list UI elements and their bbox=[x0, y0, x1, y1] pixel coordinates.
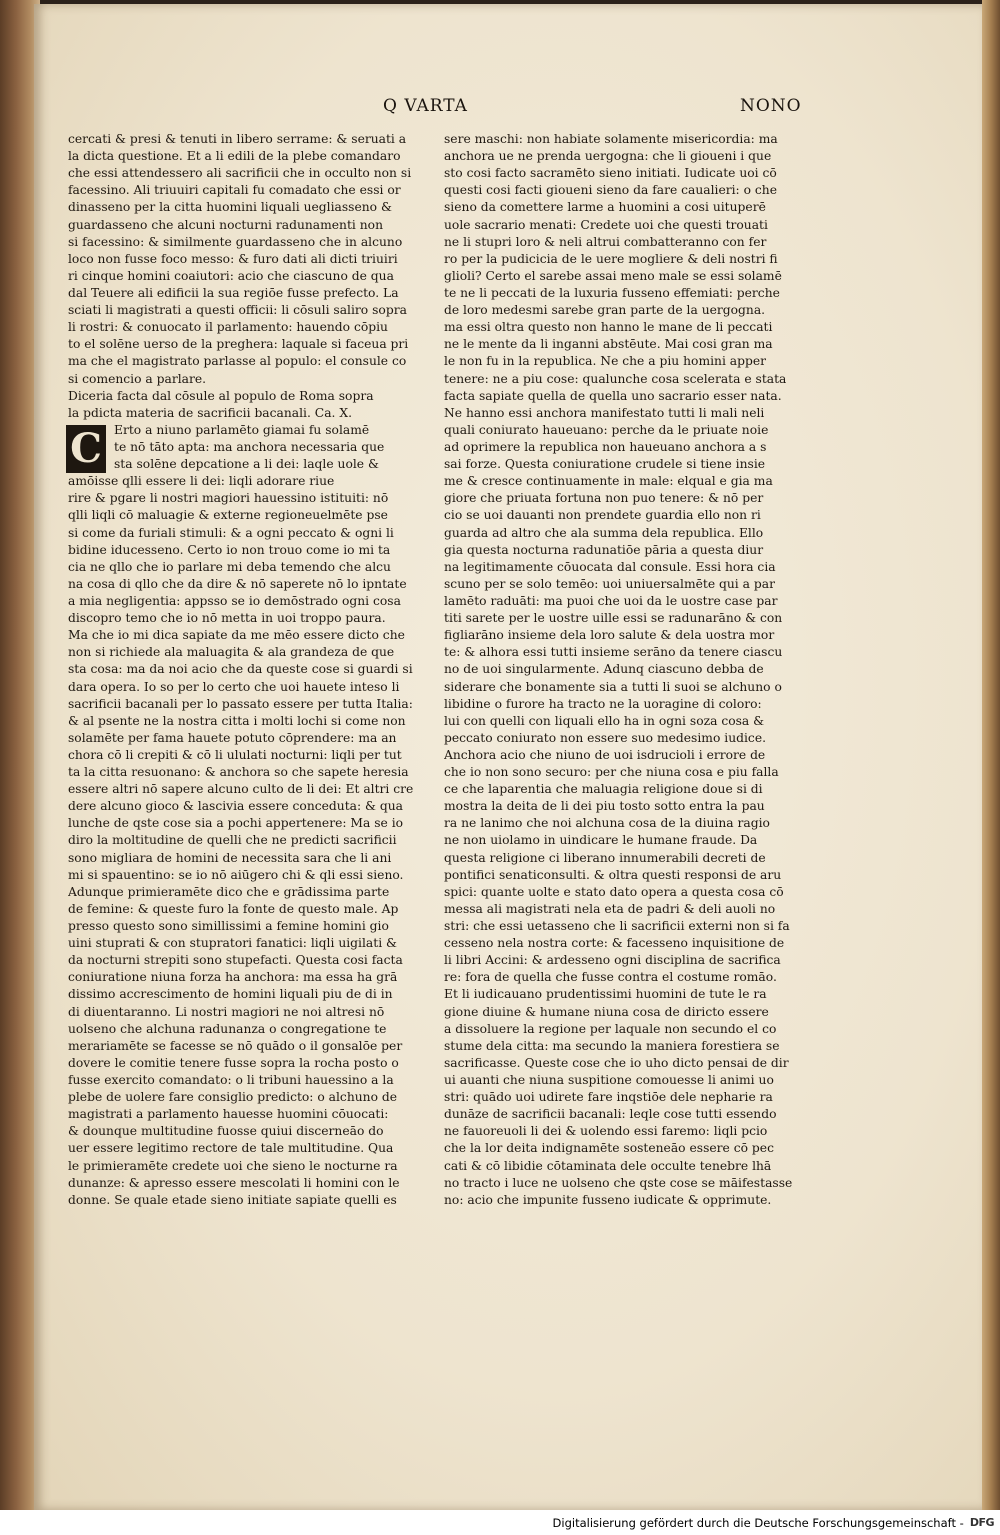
page-edge bbox=[982, 0, 1000, 1510]
text-line: ne fauoreuoli li dei & uolendo essi faremo: liqli pcio bbox=[444, 1124, 768, 1139]
text-line: cio se uoi dauanti non prendete guardia ello non ri bbox=[444, 508, 761, 523]
text-line: & al psente ne la nostra citta i molti lochi si come non bbox=[68, 713, 406, 728]
text-line: presso questo sono simillissimi a femine homini gio bbox=[68, 919, 389, 934]
text-line: de loro medesmi sarebe gran parte de la uergogna. bbox=[444, 303, 766, 318]
text-line: spici: quante uolte e stato dato opera a questa cosa cō bbox=[444, 884, 784, 899]
text-line: cati & cō libidie cōtaminata dele occulte tenebre lhā bbox=[444, 1158, 772, 1173]
text-line: cia ne qllo che io parlare mi deba temendo che alcu bbox=[68, 559, 391, 574]
text-line: stri: che essi uetasseno che li sacrificii externi non si fa bbox=[444, 919, 790, 934]
text-line: solamēte per fama hauete potuto cōprendere: ma an bbox=[68, 730, 397, 745]
text-line: sieno da comettere larme a huomini a cosi uituperē bbox=[444, 200, 766, 215]
text-line: si comencio a parlare. bbox=[68, 371, 207, 386]
text-line: libidine o furore ha tracto ne la uoragine di coloro: bbox=[444, 696, 762, 711]
text-line: essere altri nō sapere alcuno culto de li dei: Et altri cre bbox=[68, 782, 414, 797]
text-line: si facessino: & similmente guardasseno che in alcuno bbox=[68, 234, 403, 249]
text-line: Ma che io mi dica sapiate da me mēo essere dicto che bbox=[68, 628, 405, 643]
text-line: mi si spauentino: se io nō aiūgero chi & qli essi sieno. bbox=[68, 867, 404, 882]
text-line: Ne hanno essi anchora manifestato tutti li mali neli bbox=[444, 405, 765, 420]
text-line: siderare che bonamente sia a tutti li suoi se alchuno o bbox=[444, 679, 782, 694]
text-line: le non fu in la republica. Ne che a piu homini apper bbox=[444, 354, 767, 369]
text-line: plebe de uolere fare consiglio predicto: o alchuno de bbox=[68, 1090, 398, 1105]
text-line: Et li iudicauano prudentissimi huomini de tute le ra bbox=[444, 987, 767, 1002]
text-line: tenere: ne a piu cose: qualunche cosa scelerata e stata bbox=[444, 371, 787, 386]
text-line: donne. Se quale etade sieno initiate sapiate quelli es bbox=[68, 1192, 397, 1207]
text-line: Adunque primieramēte dico che e grādissima parte bbox=[68, 884, 390, 899]
text-line: anchora ue ne prenda uergogna: che li gioueni i que bbox=[444, 149, 772, 164]
text-line: guarda ad altro che ala summa dela republica. Ello bbox=[444, 525, 764, 540]
text-line: magistrati a parlamento hauesse huomini cōuocati: bbox=[68, 1107, 389, 1122]
text-line: dissimo accrescimento de homini liquali piu de di in bbox=[68, 987, 393, 1002]
text-line: titi sarete per le uostre uille essi se radunarāno & con bbox=[444, 611, 783, 626]
text-line: pontifici senaticonsulti. & oltra questi responsi de aru bbox=[444, 867, 782, 882]
text-line: uole sacrario menati: Credete uoi che questi trouati bbox=[444, 217, 768, 232]
text-line: ad oprimere la republica non haueuano anchora a s bbox=[444, 439, 767, 454]
text-line: ne non uiolamo in uindicare le humane fraude. Da bbox=[444, 833, 758, 848]
text-line: la dicta questione. Et a li edili de la plebe comandaro bbox=[68, 149, 401, 164]
dfg-logo: DFG bbox=[969, 1516, 994, 1529]
text-line: & dounque multitudine fuosse quiui discerneāo do bbox=[68, 1124, 384, 1139]
text-line: uolseno che alchuna radunanza o congregatione te bbox=[68, 1021, 387, 1036]
text-line: facessino. Ali triuuiri capitali fu comadato che essi or bbox=[68, 183, 401, 198]
text-line: questi cosi facti gioueni sieno da fare caualieri: o che bbox=[444, 183, 778, 198]
text-line: gione diuine & humane niuna cosa de diricto essere bbox=[444, 1004, 769, 1019]
text-line: sai forze. Questa coniuratione crudele si tiene insie bbox=[444, 457, 766, 472]
text-line: dovere le comitie tenere fusse sopra la rocha posto o bbox=[68, 1055, 399, 1070]
text-line: to el solēne uerso de la preghera: laquale si faceua pri bbox=[68, 337, 409, 352]
text-line: amōisse qlli essere li dei: liqli adorare riue bbox=[68, 474, 335, 489]
left-text-column bbox=[68, 131, 418, 1209]
text-line: no: acio che impunite fusseno iudicate & opprimute. bbox=[444, 1192, 772, 1207]
text-line: no tracto i luce ne uolseno che qste cose se māifestasse bbox=[444, 1175, 793, 1190]
text-line: la pdicta materia de sacrificii bacanali. Ca. X. bbox=[68, 405, 353, 420]
text-line: mostra la deita de li dei piu tosto sotto entra la pau bbox=[444, 799, 765, 814]
text-line: ma essi oltra questo non hanno le mane de li peccati bbox=[444, 320, 773, 335]
text-line: ne le mente da li inganni abstēute. Mai cosi gran ma bbox=[444, 337, 773, 352]
text-line: dara opera. Io so per lo certo che uoi hauete inteso li bbox=[68, 679, 400, 694]
text-line: ne li stupri loro & neli altrui combatteranno con fer bbox=[444, 234, 767, 249]
text-line: ri cinque homini coaiutori: acio che ciascuno de qua bbox=[68, 268, 394, 283]
text-line: uini stuprati & con stupratori fanatici: liqli uigilati & bbox=[68, 936, 397, 951]
text-line: de femine: & queste furo la fonte de questo male. Ap bbox=[68, 901, 399, 916]
text-line: cesseno nela nostra corte: & facesseno inquisitione de bbox=[444, 936, 785, 951]
footer-credit-text: Digitalisierung gefördert durch die Deutsche Forschungsgemeinschaft - bbox=[552, 1515, 964, 1530]
text-line: coniuratione niuna forza ha anchora: ma essa ha grā bbox=[68, 970, 398, 985]
text-line: lamēto raduāti: ma puoi che uoi da le uostre case par bbox=[444, 593, 778, 608]
text-line: ce che laparentia che maluagia religione doue si di bbox=[444, 782, 763, 797]
text-line: fusse exercito comandato: o li tribuni hauessino a la bbox=[68, 1073, 394, 1088]
text-line: ui auanti che niuna suspitione comouesse li animi uo bbox=[444, 1073, 774, 1088]
text-line: merariamēte se facesse se nō quādo o il gonsalōe per bbox=[68, 1038, 403, 1053]
text-line: che io non sono securo: per che niuna cosa e piu falla bbox=[444, 765, 779, 780]
text-line: sto cosi facto sacramēto sieno initiati. Iudicate uoi cō bbox=[444, 166, 777, 181]
text-line: non si richiede ala maluagita & ala grandeza de que bbox=[68, 645, 395, 660]
text-line: uer essere legitimo rectore de tale multitudine. Qua bbox=[68, 1141, 394, 1156]
text-line: li rostri: & conuocato il parlamento: hauendo cōpiu bbox=[68, 320, 388, 335]
text-line: gia questa nocturna radunatiōe pāria a questa diur bbox=[444, 542, 764, 557]
drop-cap-initial: C bbox=[66, 425, 106, 473]
text-line: discopro temo che io nō metta in uoi troppo paura. bbox=[68, 611, 386, 626]
text-line: a mia negligentia: appsso se io demōstrado ogni cosa bbox=[68, 593, 401, 608]
text-line: sta cosa: ma da noi acio che da queste cose si guardi si bbox=[68, 662, 413, 677]
text-line: dere alcuno gioco & lascivia essere conceduta: & qua bbox=[68, 799, 404, 814]
text-line: rire & pgare li nostri magiori hauessino istituiti: nō bbox=[68, 491, 389, 506]
text-line: Anchora acio che niuno de uoi isdrucioli i errore de bbox=[444, 747, 766, 762]
text-line: sono migliara de homini de necessita sara che li ani bbox=[68, 850, 392, 865]
text-line: qlli liqli cō maluagie & externe regioneuelmēte pse bbox=[68, 508, 388, 523]
text-line: ta la citta resuonano: & anchora so che sapete heresia bbox=[68, 765, 409, 780]
text-line: glioli? Certo el sarebe assai meno male se essi solamē bbox=[444, 268, 782, 283]
text-line: diro la moltitudine de quelli che ne predicti sacrificii bbox=[68, 833, 397, 848]
text-line: chora cō li crepiti & cō li ululati nocturni: liqli per tut bbox=[68, 747, 402, 762]
text-line: lunche de qste cose sia a pochi appertenere: Ma se io bbox=[68, 816, 404, 831]
text-line: dunāze de sacrificii bacanali: leqle cose tutti essendo bbox=[444, 1107, 777, 1122]
right-text-column bbox=[444, 131, 812, 1209]
text-line: lui con quelli con liquali ello ha in ogni soza cosa & bbox=[444, 713, 765, 728]
text-line: bidine iducesseno. Certo io non trouo come io mi ta bbox=[68, 542, 391, 557]
text-line: Diceria facta dal cōsule al populo de Roma sopra bbox=[68, 388, 374, 403]
text-line: messa ali magistrati nela eta de padri & deli auoli no bbox=[444, 901, 776, 916]
text-line: giore che priuata fortuna non puo tenere: & nō per bbox=[444, 491, 764, 506]
text-line: quali coniurato haueuano: perche da le priuate noie bbox=[444, 422, 769, 437]
text-line: di diuentaranno. Li nostri magiori ne noi altresi nō bbox=[68, 1004, 385, 1019]
text-line: te nō tāto apta: ma anchora necessaria que bbox=[114, 439, 385, 454]
text-line: dunanze: & apresso essere mescolati li homini con le bbox=[68, 1175, 400, 1190]
running-header-center: Q VARTA bbox=[383, 96, 468, 116]
text-line: a dissoluere la regione per laquale non secundo el co bbox=[444, 1021, 777, 1036]
text-line: da nocturni strepiti sono stupefacti. Questa cosi facta bbox=[68, 953, 403, 968]
text-line: ma che el magistrato parlasse al populo: el consule co bbox=[68, 354, 407, 369]
text-line: li libri Accini: & ardesseno ogni disciplina de sacrifica bbox=[444, 953, 781, 968]
text-line: che essi attendessero ali sacrificii che in occulto non si bbox=[68, 166, 412, 181]
text-line: ro per la pudicicia de le uere mogliere & deli nostri fi bbox=[444, 251, 778, 266]
text-line: stume dela citta: ma secundo la maniera forestiera se bbox=[444, 1038, 780, 1053]
text-line: sacrificasse. Queste cose che io uho dicto pensai de dir bbox=[444, 1055, 789, 1070]
text-line: te ne li peccati de la luxuria fusseno effemiati: perche bbox=[444, 285, 780, 300]
text-line: te: & alhora essi tutti insieme serāno da tenere ciascu bbox=[444, 645, 783, 660]
text-line: dinasseno per la citta huomini liquali uegliasseno & bbox=[68, 200, 392, 215]
text-line: na legitimamente cōuocata dal consule. Essi hora cia bbox=[444, 559, 776, 574]
text-line: cercati & presi & tenuti in libero serrame: & seruati a bbox=[68, 132, 407, 146]
text-line: no de uoi singularmente. Adunq ciascuno debba de bbox=[444, 662, 764, 677]
text-line: figliarāno insieme dela loro salute & dela uostra mor bbox=[444, 628, 775, 643]
text-line: sta solēne depcatione a li dei: laqle uole & bbox=[114, 457, 379, 472]
text-line: stri: quādo uoi udirete fare inqstiōe dele nepharie ra bbox=[444, 1090, 773, 1105]
text-line: scuno per se solo temēo: uoi uniuersalmēte qui a par bbox=[444, 576, 775, 591]
text-line: loco non fusse foco messo: & furo dati ali dicti triuiri bbox=[68, 251, 398, 266]
text-line: me & cresce continuamente in male: elqual e gia ma bbox=[444, 474, 773, 489]
text-line: peccato coniurato non essere suo medesimo iudice. bbox=[444, 730, 767, 745]
text-line: le primieramēte credete uoi che sieno le nocturne ra bbox=[68, 1158, 398, 1173]
text-line: sere maschi: non habiate solamente misericordia: ma bbox=[444, 132, 778, 146]
text-line: dal Teuere ali edificii la sua regiōe fusse prefecto. La bbox=[68, 285, 399, 300]
text-line: re: fora de quella che fusse contra el costume romāo. bbox=[444, 970, 777, 985]
text-line: facta sapiate quella de quella uno sacrario esser nata. bbox=[444, 388, 782, 403]
text-line: questa religione ci liberano innumerabili decreti de bbox=[444, 850, 766, 865]
text-line: Erto a niuno parlamēto giamai fu solamē bbox=[114, 422, 370, 437]
running-header-right: NONO bbox=[740, 96, 802, 116]
text-line: na cosa di qllo che da dire & nō saperete nō lo ipntate bbox=[68, 576, 407, 591]
text-line: guardasseno che alcuni nocturni radunamenti non bbox=[68, 217, 384, 232]
text-line: ra ne lanimo che noi alchuna cosa de la diuina ragio bbox=[444, 816, 770, 831]
text-line: sacrificii bacanali per lo passato essere per tutta Italia: bbox=[68, 696, 413, 711]
digitization-footer bbox=[0, 1510, 1000, 1535]
text-line: si come da furiali stimuli: & a ogni peccato & ogni li bbox=[68, 525, 394, 540]
text-line: sciati li magistrati a questi officii: li cōsuli saliro sopra bbox=[68, 303, 407, 318]
text-line: che la lor deita indignamēte sosteneāo essere cō pec bbox=[444, 1141, 774, 1156]
